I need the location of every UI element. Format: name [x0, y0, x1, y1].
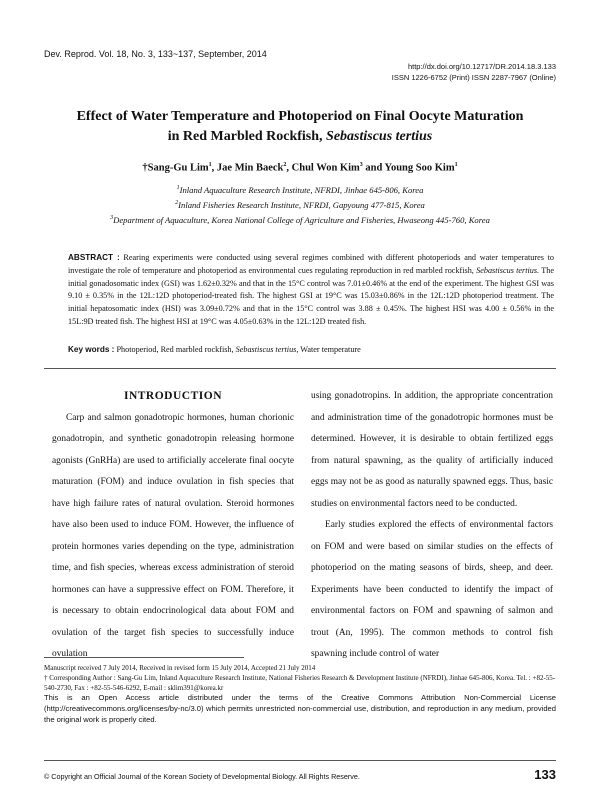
abstract-label: ABSTRACT : — [68, 253, 120, 262]
body-paragraph: Carp and salmon gonadotropic hormones, human chorionic gonadotropin, and synthetic gonadotropin releasing hormone agonists (GnRHa) are used to artificially accelerate final oocyte maturation (FOM) and induce ovulation in fish species that have high failure rates of natural ovulation. Steroid hormones have also been used to induce FOM. However, the influence of protein hormones varies depending on the type, administration time, and fish species, whereas excess administration of steroid hormones can have a suppressive effect on FOM. Therefore, it is necessary to obtain endocrinological data about FOM and ovulation of the target fish species to successfully induce ovulation — [52, 412, 294, 659]
body-paragraph: Early studies explored the effects of environmental factors on FOM and were based on similar studies on the effects of photoperiod on the mating seasons of birds, sheep, and deer. Experiments have been conducted to identify the impact of environmental factors on FOM and spawning of salmon and trout (An, 1995). The common methods to control fish spawning include control of water — [311, 520, 553, 659]
author-affiliation-mark: 1 — [208, 162, 212, 168]
corresponding-author: † Corresponding Author : Sang-Gu Lim, Inland Aquaculture Research Institute, National Fisheries Research & Development Institute (NFRDI), Jinhae 645-806, Korea. Tel. : +82-55-540-2730, Fax : +82-55-546-6292, E-mail : sklim391@korea.kr — [44, 674, 556, 692]
title-prefix: in Red Marbled Rockfish, — [167, 129, 327, 144]
affiliation-text: Department of Aquaculture, Korea National College of Agriculture and Fisheries, Hwaseong 445-760, Korea — [113, 214, 490, 225]
author-separator: and — [362, 162, 385, 174]
keywords-species: Sebastiscus tertius — [235, 345, 297, 354]
manuscript-dates: Manuscript received 7 July 2014, Received in revised form 15 July 2014, Accepted 21 July 2014 — [44, 664, 316, 672]
abstract-divider — [44, 368, 556, 369]
abstract-text: The initial gonadosomatic index (GSI) was 1.62±0.32% and that in the 15°C control was 7.01±0.46% at the end of the experiment. The highest GSI was 9.10 ± 0.35% in the 12L:12D photoperiod-treated fish. The highest GSI at 19°C was 15.03±0.86% in the 12L:12D photoperiod treatment. The initial hepatosomatic index (HSI) was 3.09±0.72% and that in the 15°C control was 3.88 ± 0.45%. The highest HSI was 4.00 ± 0.56% in the 15L:9D treated fish. The highest HSI at 19°C was 4.05±0.63% in the 12L:12D treated fish. — [68, 265, 554, 326]
doi-link[interactable]: http://dx.doi.org/10.12717/DR.2014.18.3.133 — [407, 62, 556, 71]
journal-citation: Dev. Reprod. Vol. 18, No. 3, 133~137, September, 2014 — [44, 49, 267, 59]
affiliation — [40, 212, 560, 227]
keywords-text: , Water temperature — [296, 345, 361, 354]
title-line-1: Effect of Water Temperature and Photoperiod on Final Oocyte Maturation — [76, 109, 524, 124]
footnote-divider — [44, 657, 244, 658]
article-identifiers — [392, 61, 556, 83]
license-notice: This is an Open Access article distributed under the terms of the Creative Commons Attribution Non-Commercial License (http://creativecommons.org/licenses/by-nc/3.0) which permits unrestricted non-commercial use, distribution, and reproduction in any medium, provided the original work is properly cited. — [44, 693, 556, 724]
footer-divider — [44, 760, 556, 761]
page-number: 133 — [534, 767, 556, 782]
affiliation — [40, 182, 560, 197]
left-column — [52, 386, 294, 666]
author-list — [40, 162, 560, 174]
keywords-label: Key words : — [68, 345, 115, 354]
author-affiliation-mark: 1 — [454, 162, 458, 168]
affiliation-mark: 1 — [176, 185, 180, 191]
affiliation-mark: 3 — [110, 214, 114, 221]
keywords — [68, 345, 554, 354]
issn-line: ISSN 1226-6752 (Print) ISSN 2287-7967 (Online) — [391, 73, 556, 82]
abstract — [68, 252, 554, 329]
title-species: Sebastiscus tertius — [326, 129, 433, 144]
author-name: Young Soo Kim — [384, 162, 455, 174]
affiliation-text: Inland Fisheries Research Institute, NFRDI, Gapyoung 477-815, Korea — [178, 199, 425, 210]
affiliation-mark: 2 — [175, 199, 179, 206]
title-line-2 — [40, 127, 560, 147]
keywords-text: Photoperiod, Red marbled rockfish, — [114, 345, 236, 354]
article-title — [40, 107, 560, 147]
author-mark: † — [142, 162, 148, 174]
abstract-species: Sebastiscus tertius. — [476, 265, 540, 275]
copyright-notice: © Copyright an Official Journal of the Korean Society of Developmental Biology. All Rights Reserve. — [44, 772, 360, 781]
author-name: Sang-Gu Lim — [147, 162, 209, 174]
author-affiliation-mark: 2 — [283, 162, 287, 168]
author-name: Jae Min Baeck — [216, 162, 284, 174]
affiliation — [40, 197, 560, 212]
abstract-text: Rearing experiments were conducted using several regimes combined with different photoperiods and water temperatures to investigate the role of temperature and photoperiod as environmental cues regulating reproduction in red marbled rockfish, — [68, 253, 554, 275]
body-paragraph: using gonadotropins. In addition, the appropriate concentration and administration time of the gonadotropic hormones must be determined. However, it is desirable to obtain fertilized eggs from natural spawning, as the quality of artificially induced eggs may not be as good as naturally spawned eggs. Thus, basic studies on environmental factors need to be conducted. — [311, 391, 553, 509]
section-heading: INTRODUCTION — [123, 390, 222, 402]
footnotes — [44, 663, 556, 693]
affiliation-text: Inland Aquaculture Research Institute, NFRDI, Jinhae 645-806, Korea — [179, 184, 424, 195]
right-column — [311, 386, 553, 666]
affiliation-list — [40, 182, 560, 227]
author-separator: , — [211, 162, 217, 174]
author-separator: , — [286, 162, 292, 174]
author-affiliation-mark: 3 — [359, 162, 363, 168]
author-name: Chul Won Kim — [291, 162, 360, 174]
